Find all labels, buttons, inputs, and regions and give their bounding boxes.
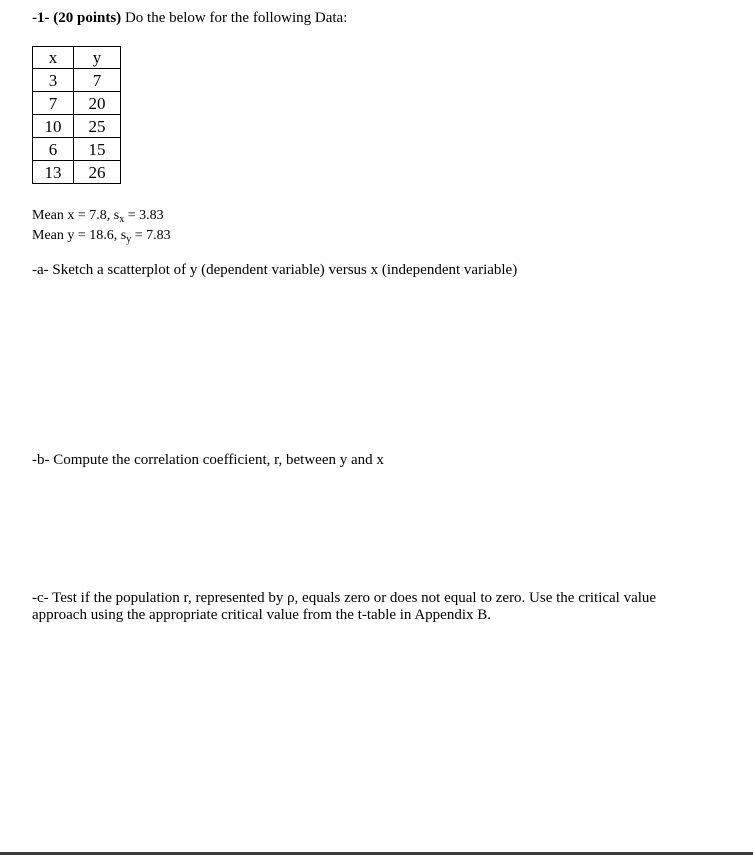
cell-x: 3 bbox=[33, 69, 74, 92]
mean-x-value: 7.8, bbox=[89, 208, 111, 223]
table-row bbox=[33, 138, 121, 161]
table-row bbox=[33, 161, 121, 184]
stats-x-line bbox=[32, 207, 164, 225]
table-row bbox=[33, 115, 121, 138]
cell-x: 7 bbox=[33, 92, 74, 115]
sx-value: = 3.83 bbox=[124, 208, 164, 223]
sy-value: = 7.83 bbox=[131, 228, 171, 243]
cell-x: 10 bbox=[33, 115, 74, 138]
cell-x: 13 bbox=[33, 161, 74, 184]
sy-symbol: s bbox=[120, 228, 127, 243]
mean-y-label: Mean y = bbox=[32, 228, 90, 243]
cell-y: 15 bbox=[74, 138, 121, 161]
part-c-text-line2: approach using the appropriate critical value from the t-table in Appendix B. bbox=[32, 607, 492, 623]
question-number-points bbox=[32, 10, 121, 26]
header-x: x bbox=[33, 47, 74, 69]
sy-subscript: y bbox=[126, 234, 132, 245]
stats-y-line bbox=[32, 227, 171, 245]
cell-y: 25 bbox=[74, 115, 121, 138]
part-a-text: -a- Sketch a scatterplot of y (dependent variable) versus x (independent variable) bbox=[32, 262, 518, 278]
mean-x-label: Mean x = bbox=[32, 208, 90, 223]
question-number: -1- bbox=[32, 10, 50, 26]
question-points: (20 points) bbox=[53, 10, 122, 26]
part-c-text-line1: -c- Test if the population r, represented by ρ, equals zero or does not equal to zero. Use the critical value bbox=[32, 590, 657, 606]
cell-y: 20 bbox=[74, 92, 121, 115]
data-table bbox=[32, 46, 121, 184]
table-header-row bbox=[33, 47, 121, 69]
mean-y-value: 18.6, bbox=[89, 228, 118, 243]
cell-y: 26 bbox=[74, 161, 121, 184]
cell-x: 6 bbox=[33, 138, 74, 161]
part-b-text: -b- Compute the correlation coefficient, r, between y and x bbox=[32, 452, 384, 468]
sx-symbol: s bbox=[113, 208, 120, 223]
cell-y: 7 bbox=[74, 69, 121, 92]
table-row bbox=[33, 69, 121, 92]
question-title bbox=[32, 10, 347, 27]
header-y: y bbox=[74, 47, 121, 69]
sx-subscript: x bbox=[119, 214, 125, 225]
question-instruction: Do the below for the following Data: bbox=[124, 10, 348, 26]
table-row bbox=[33, 92, 121, 115]
